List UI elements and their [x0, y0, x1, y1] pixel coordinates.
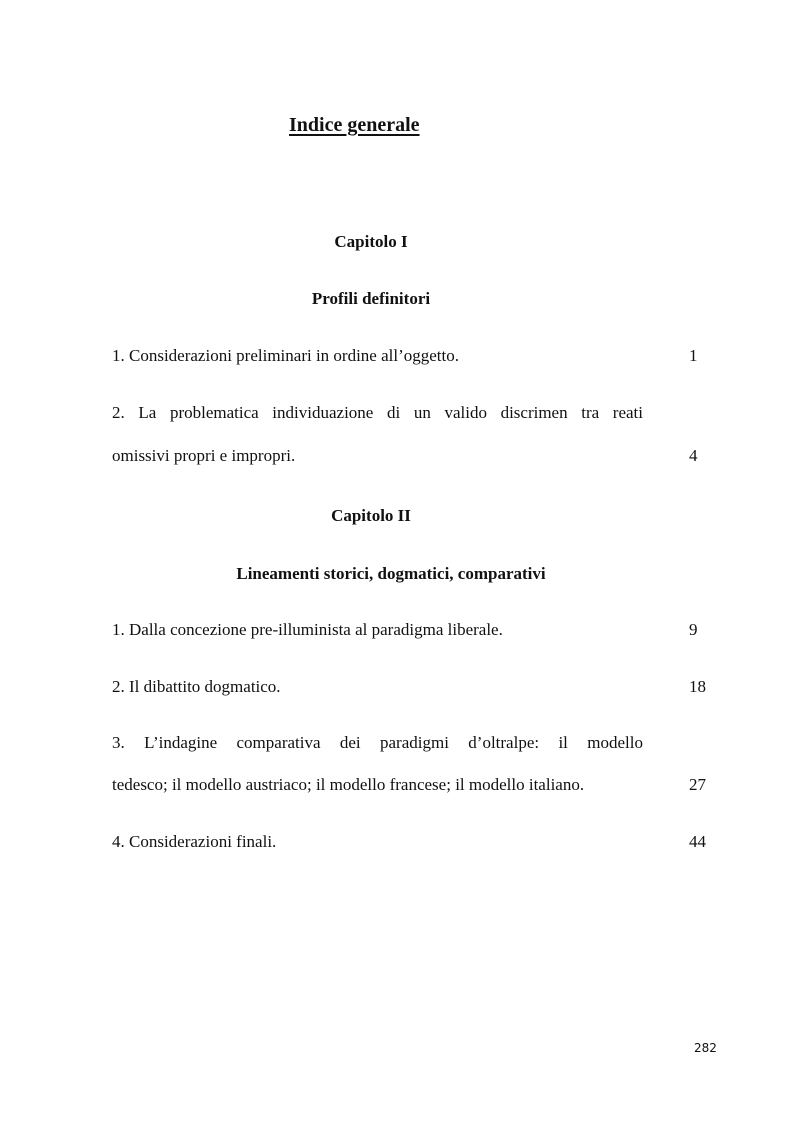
toc-entry-2-3-line2[interactable]: tedesco; il modello austriaco; il modello francese; il modello italiano. — [112, 775, 585, 794]
toc-entry-2-2-page: 18 — [689, 677, 706, 696]
toc-entry-1-2-line2[interactable]: omissivi propri e impropri. — [112, 446, 296, 465]
toc-entry-1-2-line1[interactable]: 2. La problematica individuazione di un valido discrimen tra reati — [112, 403, 643, 422]
toc-entry-1-1-page: 1 — [689, 346, 698, 365]
toc-entry-1-2-page: 4 — [689, 446, 698, 465]
page-number: 282 — [694, 1041, 717, 1055]
toc-entry-2-3-page: 27 — [689, 775, 706, 794]
toc-entry-2-2[interactable]: 2. Il dibattito dogmatico. — [112, 677, 281, 696]
toc-entry-2-4-page: 44 — [689, 832, 706, 851]
toc-entry-2-1[interactable]: 1. Dalla concezione pre-illuminista al paradigma liberale. — [112, 620, 503, 639]
toc-entry-2-1-page: 9 — [689, 620, 698, 639]
chapter-2-heading: Capitolo II — [331, 506, 411, 525]
chapter-1-subtitle: Profili definitori — [311, 289, 431, 308]
page-title: Indice generale — [289, 114, 420, 136]
chapter-1-heading: Capitolo I — [334, 232, 408, 251]
toc-entry-1-1[interactable]: 1. Considerazioni preliminari in ordine all’oggetto. — [112, 346, 459, 365]
toc-entry-2-4[interactable]: 4. Considerazioni finali. — [112, 832, 277, 851]
chapter-2-subtitle: Lineamenti storici, dogmatici, comparativi — [236, 564, 546, 583]
toc-entry-2-3-line1[interactable]: 3. L’indagine comparativa dei paradigmi d’oltralpe: il modello — [112, 733, 643, 752]
